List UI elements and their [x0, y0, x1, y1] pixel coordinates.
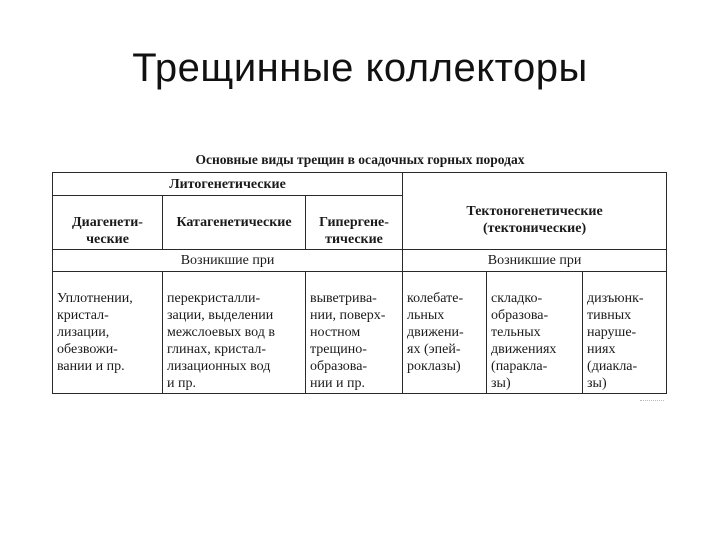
- slide-title: Трещинные коллекторы: [132, 46, 588, 90]
- fracture-types-table: [52, 172, 667, 394]
- cell-catagenetic: [163, 272, 306, 394]
- scan-artifact: [640, 400, 664, 402]
- cell-disjunctive: [583, 272, 667, 394]
- cell-catagenetic-text: перекристалли- зации, выделении межслоевых вод в глинах, кристал- лизационных вод и пр.: [167, 291, 275, 391]
- cell-folding-text: складко- образова- тельных движениях (параклa- зы): [491, 291, 557, 391]
- table-caption: Основные виды трещин в осадочных горных породах: [195, 152, 525, 167]
- cell-oscillatory-text: колебате- льных движени- ях (эпей- роклазы): [407, 291, 464, 374]
- cell-folding: [487, 272, 583, 394]
- subheader-catagenetic: [163, 196, 306, 250]
- formed-when-tecto: [403, 250, 667, 272]
- cell-diagenetic: [53, 272, 163, 394]
- header-tectonogenetic: [403, 173, 667, 250]
- formed-when-tecto-label: Возникшие при: [487, 253, 582, 268]
- cell-disjunctive-text: дизъюнк- тивных наруше- ниях (диакла- зы): [587, 291, 644, 391]
- cell-hypergenetic-text: выветрива- нии, поверх- ностном трещино- образова- нии и пр.: [310, 291, 386, 391]
- subheader-hypergenetic-label: Гипергене- тические: [319, 215, 389, 247]
- header-lithogenetic: [53, 173, 403, 196]
- subheader-diagenetic-label: Диагенети- ческие: [72, 215, 143, 247]
- header-lithogenetic-label: Литогенетические: [169, 176, 286, 192]
- subheader-catagenetic-label: Катагенетические: [176, 215, 292, 230]
- cell-diagenetic-text: Уплотнении, кристал- лизации, обезвожи- вании и пр.: [57, 291, 133, 374]
- header-tectonogenetic-label: Тектоногенетические (тектонические): [466, 203, 603, 236]
- formed-when-litho-label: Возникшие при: [180, 253, 275, 268]
- subheader-diagenetic: [53, 196, 163, 250]
- subheader-hypergenetic: [306, 196, 403, 250]
- cell-hypergenetic: [306, 272, 403, 394]
- formed-when-litho: [53, 250, 403, 272]
- cell-oscillatory: [403, 272, 487, 394]
